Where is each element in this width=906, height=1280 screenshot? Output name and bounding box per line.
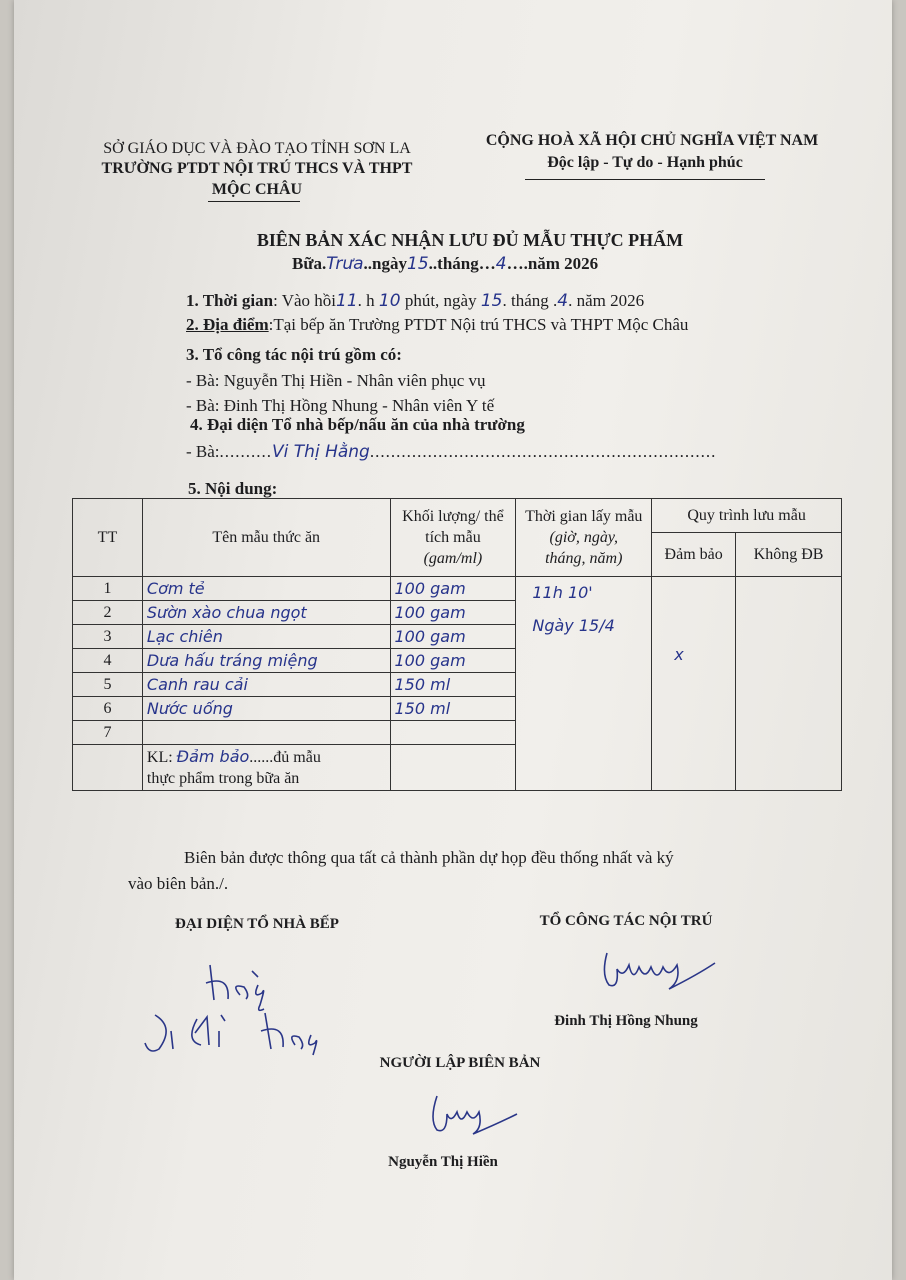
table-row: 3 Lạc chiên 100 gam: [73, 625, 842, 649]
section-kitchen-rep: 4. Đại diện Tổ nhà bếp/nấu ăn của nhà trường: [190, 415, 525, 434]
food-sample-table: [72, 498, 842, 791]
header-procedure: Quy trình lưu mẫu: [652, 499, 842, 533]
not-ensured-cell: [736, 577, 842, 791]
header-tt: TT: [73, 499, 143, 577]
boarding-team-title: TỔ CÔNG TÁC NỘI TRÚ: [539, 913, 713, 929]
document-title: BIÊN BẢN XÁC NHẬN LƯU ĐỦ MẪU THỰC PHẨM: [256, 230, 684, 250]
section-content: 5. Nội dung:: [188, 479, 278, 498]
table-row: 1 Cơm tẻ 100 gam 11h 10' Ngày 15/4 x: [73, 577, 842, 601]
header-left-underline: [208, 201, 300, 202]
kitchen-rep-line: - Bà:..........Vi Thị Hằng..................................................................: [186, 442, 717, 462]
header-ensured: Đảm bảo: [652, 533, 736, 577]
country-name: CỘNG HOÀ XÃ HỘI CHỦ NGHĨA VIỆT NAM: [485, 132, 819, 149]
time-minute: 10: [378, 291, 401, 311]
table-row: 5 Canh rau cải 150 ml: [73, 673, 842, 697]
meal-value: Trưa: [326, 254, 364, 274]
conclusion-cell: KL: Đảm bảo......đủ mẫu thực phẩm trong bữa ăn: [142, 745, 390, 791]
team-member-2: - Bà: Đinh Thị Hồng Nhung - Nhân viên Y tế: [186, 396, 495, 415]
section-location: 2. Địa điểm:Tại bếp ăn Trường PTDT Nội trú THCS và THPT Mộc Châu: [186, 315, 689, 334]
motto-underline: [525, 179, 765, 180]
school-name-line2: MỘC CHÂU: [211, 181, 303, 198]
day-value: 15: [407, 254, 429, 274]
header-sample-time: Thời gian lấy mẫu (giờ, ngày, tháng, năm): [516, 499, 652, 577]
record-maker-signature: [425, 1090, 535, 1140]
table-row: 6 Nước uống 150 ml: [73, 697, 842, 721]
table-row: 7: [73, 721, 842, 745]
section-boarding-team: 3. Tổ công tác nội trú gồm có:: [186, 345, 402, 364]
record-maker-name: Nguyễn Thị Hiền: [388, 1154, 498, 1170]
header-quantity: Khối lượng/ thể tích mẫu (gam/ml): [390, 499, 516, 577]
department-name: SỞ GIÁO DỤC VÀ ĐÀO TẠO TỈNH SƠN LA: [103, 140, 411, 157]
team-signature: [597, 945, 727, 995]
kitchen-rep-title: ĐẠI DIỆN TỔ NHÀ BẾP: [175, 916, 339, 932]
kitchen-rep-name: Vi Thị Hằng: [272, 442, 370, 462]
header-food-name: Tên mẫu thức ăn: [142, 499, 390, 577]
meal-date-line: Bữa.Trưa..ngày15..tháng…4….năm 2026: [292, 254, 599, 274]
time-hour: 11: [336, 291, 358, 311]
section-time: 1. Thời gian: Vào hồi11. h 10 phút, ngày 15. tháng .4. năm 2026: [186, 291, 645, 311]
time-month: 4: [557, 291, 569, 311]
kitchen-signature-2: [135, 1005, 335, 1065]
ensured-cell: x: [652, 577, 736, 791]
team-signer-name: Đinh Thị Hồng Nhung: [554, 1013, 698, 1029]
month-value: 4: [495, 254, 507, 274]
table-row: 4 Dưa hấu tráng miệng 100 gam: [73, 649, 842, 673]
closing-text-line2: vào biên bản./.: [128, 874, 229, 893]
time-day: 15: [480, 291, 503, 311]
record-maker-title: NGƯỜI LẬP BIÊN BẢN: [379, 1055, 541, 1071]
team-member-1: - Bà: Nguyễn Thị Hiền - Nhân viên phục vụ: [186, 371, 486, 390]
sample-time-cell: 11h 10' Ngày 15/4: [516, 577, 652, 791]
table-row: 2 Sườn xào chua ngọt 100 gam: [73, 601, 842, 625]
header-not-ensured: Không ĐB: [736, 533, 842, 577]
motto: Độc lập - Tự do - Hạnh phúc: [547, 154, 743, 171]
closing-text-line1: Biên bản được thông qua tất cả thành phần dự họp đều thống nhất và ký: [184, 848, 674, 867]
school-name-line1: TRƯỜNG PTDT NỘI TRÚ THCS VÀ THPT: [101, 160, 413, 177]
